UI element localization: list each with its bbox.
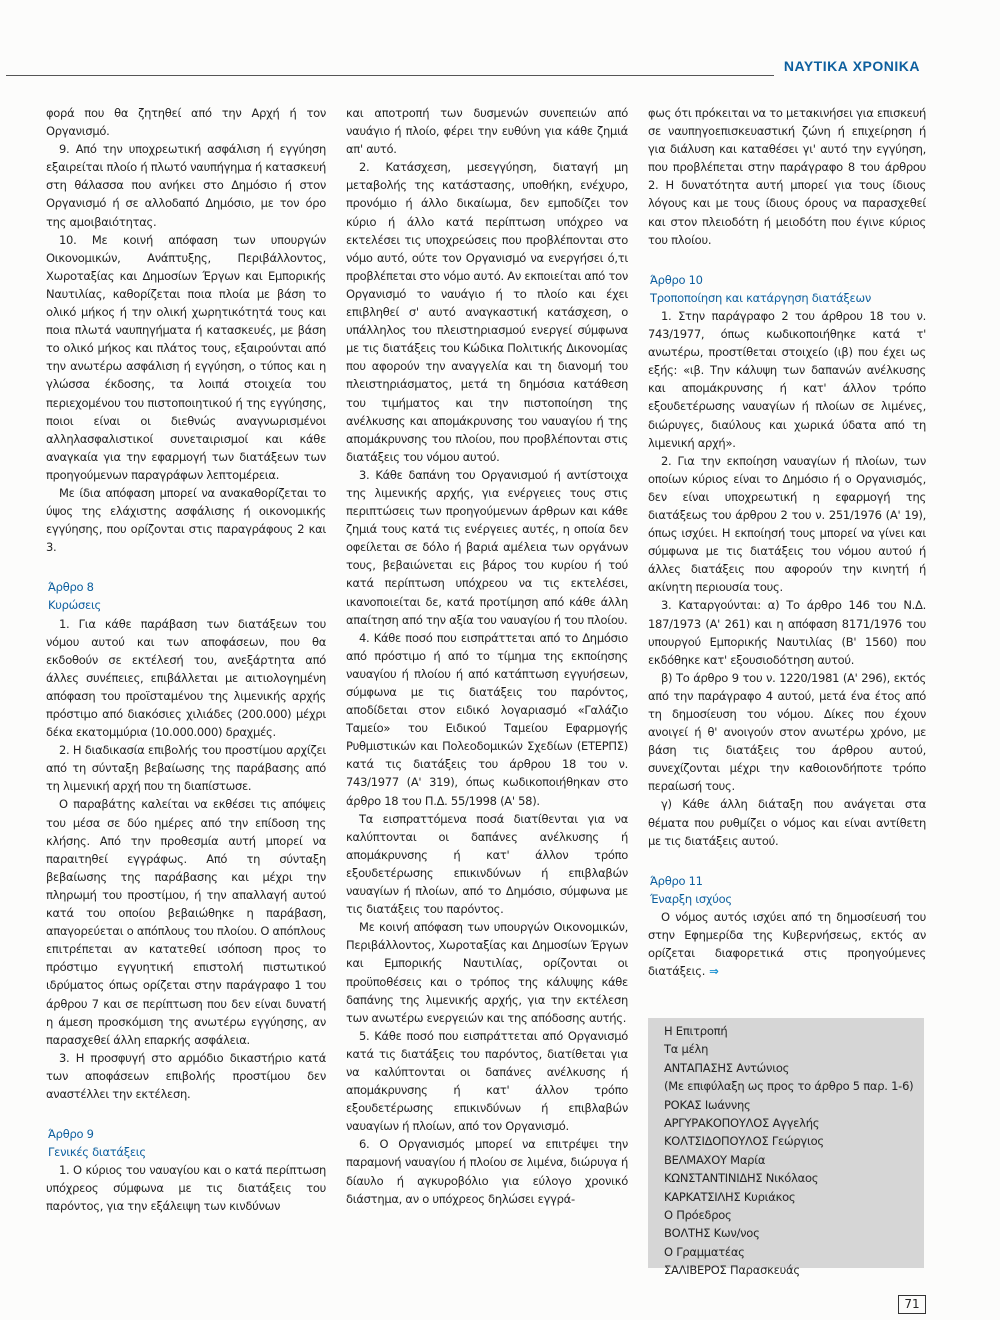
committee-member: ΒΕΛΜΑΧΟΥ Μαρία — [664, 1152, 766, 1167]
end-arrow-icon: ⇒ — [709, 964, 719, 979]
paragraph: 9. Από την υποχρεωτική ασφάλιση ή εγγύηση εξαιρείται πλοίο ή πλωτό ναυπήγημα ή κατασκευή στη θάλασσα που ανήκει στο Δημόσιο ή στον Οργανισμό ή σε αλλοδαπό Δημόσιο, με τον όρο της αμοιβαιότητας. — [46, 142, 326, 229]
article-title: Άρθρο 9 — [48, 1127, 94, 1142]
committee-member: ΚΩΝΣΤΑΝΤΙΝΙΔΗΣ Νικόλαος — [664, 1171, 819, 1186]
committee-member-note: (Με επιφύλαξη ως προς το άρθρο 5 παρ. 1-6) — [664, 1079, 914, 1094]
column-1 — [46, 104, 326, 1216]
committee-member: ΑΝΤΑΠΑΣΗΣ Αντώνιος — [664, 1060, 790, 1075]
committee-member: ΑΡΓΥΡΑΚΟΠΟΥΛΟΣ Αγγελής — [664, 1116, 820, 1131]
paragraph: 2. Η διαδικασία επιβολής του προστίμου αρχίζει από τη σύνταξη βεβαίωσης της παράβασης από τη λιμενική αρχή που τη διαπίστωσε. — [46, 743, 326, 794]
paragraph: 3. Καταργούνται: α) Το άρθρο 146 του Ν.Δ. 187/1973 (Α' 261) και η απόφαση 8171/1976 του υπουργού Εμπορικής Ναυτιλίας (Β' 1560) που εκδόθηκε κατ' εξουσιοδότηση αυτού. — [648, 598, 926, 667]
paragraph-text: Ο νόμος αυτός ισχύει από τη δημοσίευσή του στην Εφημερίδα της Κυβερνήσεως, εκτός αν ορίζεται διαφορετικά στις προηγούμενες διατάξεις. — [648, 909, 926, 979]
paragraph: 1. Ο κύριος του ναυαγίου και ο κατά περίπτωση υπόχρεος σύμφωνα με τις διατάξεις του παρόντος, για την εξάλειψη των κινδύνων — [46, 1163, 326, 1214]
paragraph: φως ότι πρόκειται να το μετακινήσει για επισκευή σε ναυπηγοεπισκευαστική ζώνη ή επιχείρηση ή για διάλυση και καταθέσει γι' αυτό την εγγύηση, που προβλέπεται στην παράγραφο 8 του άρθρου 2. Η δυνατότητα αυτή μπορεί για τους ίδιους λόγους και με τους ίδιους όρους να παρασχεθεί και στον πλειοδότη ή μειοδότη που έγινε κύριος του πλοίου. — [648, 106, 926, 247]
paragraph — [648, 908, 926, 980]
article-title: Άρθρο 8 — [48, 580, 94, 595]
committee-box — [648, 1018, 924, 1278]
article-subtitle: Γενικές διατάξεις — [48, 1145, 146, 1160]
paragraph: 2. Κατάσχεση, μεσεγγύηση, διαταγή μη μεταβολής της κατάστασης, υποθήκη, ενέχυρο, προνόμιο ή άλλο δικαίωμα, δεν εμποδίζει τον κύριο ή άλλο κατά περίπτωση υπόχρεο να εκτελέσει τις υποχρεώσεις που προβλέπονται στο νόμο αυτό, ούτε τον Οργανισμό να ενεργήσει ό,τι προβλέπεται στο νόμο αυτό. Αν εκποιείται από τον Οργανισμό το ναυάγιο ή το πλοίο και έχει επιβληθεί σ' αυτό αναγκαστική κατάσχεση, ο υπάλληλος του πλειστηριασμού ενεργεί σύμφωνα με τις διατάξεις του Κώδικα Πολιτικής Δικονομίας που αφορούν την αναγγελία και τη διανομή του πλειστηριάσματος, μετά τη δημόσια κατάθεση του τιμήματος και την πιστοποίηση της ανέλκυσης και απομάκρυνσης του ναυαγίου ή της απομάκρυνσης του πλοίου, που προβλέπονται στις διατάξεις του νόμου αυτού. — [346, 160, 628, 464]
paragraph: 1. Για κάθε παράβαση των διατάξεων του νόμου αυτού και των αποφάσεων, που θα εκδοθούν σε εκτέλεσή του, ανεξάρτητα από άλλες συνέπειες, επιβάλλεται με αιτιολογημένη απόφαση του προϊσταμένου της λιμενικής αρχής πρόστιμο από διακόσιες χιλιάδες (200.000) μέχρι δέκα εκατομμύρια (10.000.000) δραχμές. — [46, 616, 326, 740]
paragraph: Τα εισπραττόμενα ποσά διατίθενται για να καλύπτονται οι δαπάνες ανέλκυσης ή απομάκρυνσης ή κατ' άλλον τρόπο εξουδετέρωσης επικινδύνων ή επιβλαβών ναυαγίων ή πλοίων, από το Δημόσιο, σύμφωνα με τις διατάξεις του παρόντος. — [346, 811, 628, 917]
paragraph: 4. Κάθε ποσό που εισπράττεται από το Δημόσιο από πρόστιμο ή από το τίμημα της εκποίησης ναυαγίου ή πλοίου ή από κατάπτωση εγγυήσεων, σύμφωνα με τις διατάξεις του παρόντος, αποδίδεται στον ειδικό λογαριασμό «Γαλάζιο Ταμείο» του Ειδικού Ταμείου Εφαρμογής Ρυθμιστικών και Πολεοδομικών Σχεδίων (ΕΤΕΡΠΣ) κατά τις διατάξεις του άρθρου 18 του ν. 743/1977 (Α' 319), όπως κωδικοποιήθηκαν στο άρθρο 18 του Π.Δ. 55/1998 (Α' 58). — [346, 630, 628, 808]
paragraph: β) Το άρθρο 9 του ν. 1220/1981 (Α' 296), εκτός από την παράγραφο 4 αυτού, μετά ένα έτος από τη δημοσίευση του νόμου. Δίκες που έχουν ανοιγεί ή θ' ανοιγούν στον ανωτέρω χρόνο, με βάση τις διατάξεις του άρθρου αυτού, συνεχίζονται μέχρι την καθοιονδήποτε τρόπο περαίωσή τους. — [648, 670, 926, 794]
paragraph: γ) Κάθε άλλη διάταξη που ανάγεται στα θέματα που ρυθμίζει ο νόμος και είναι αντίθετη με τις διατάξεις αυτού. — [648, 797, 926, 848]
column-3 — [648, 104, 926, 980]
members-label: Τα μέλη — [664, 1042, 709, 1057]
paragraph: και αποτροπή των δυσμενών συνεπειών από ναυάγιο ή πλοίο, φέρει την ευθύνη για κάθε ζημιά απ' αυτό. — [346, 106, 628, 157]
article-9-heading — [46, 1125, 326, 1161]
committee-member: ΚΟΛΤΣΙΔΟΠΟΥΛΟΣ Γεώργιος — [664, 1134, 824, 1149]
page-number: 71 — [898, 1295, 926, 1314]
paragraph: φορά που θα ζητηθεί από την Αρχή ή τον Οργανισμό. — [46, 106, 326, 139]
magazine-title: ΝΑΥΤΙΚΑ ΧΡΟΝΙΚΑ — [783, 58, 920, 74]
paragraph: 3. Κάθε δαπάνη του Οργανισμού ή αντίστοιχα της λιμενικής αρχής, για ενέργειες τους στις περιπτώσεις των προηγούμενων άρθρων και κάθε ζημιά τους κατά τις ενέργειες αυτές, η οποία δεν οφείλεται σε δόλο ή βαριά αμέλεια των οργάνων τους, βεβαιώνεται εις βάρος του κυρίου ή τού κατά περίπτωση υπόχρεου να τις εκτελέσει, ικανοποιείται δε, κατά προτίμηση από κάθε άλλη απαίτηση από την αξία του ναυαγίου ή του πλοίου. — [346, 467, 628, 627]
article-subtitle: Κυρώσεις — [48, 598, 102, 613]
paragraph: 5. Κάθε ποσό που εισπράττεται από Οργανισμό κατά τις διατάξεις του παρόντος, διατίθεται για να καλύπτονται οι δαπάνες ανέλκυσης ή απομάκρυνσης ή κατ' άλλον τρόπο εξουδετέρωσης επικινδύνων ή επιβλαβών ναυαγίων ή πλοίων, από τον Οργανισμό. — [346, 1028, 628, 1134]
paragraph: Με ίδια απόφαση μπορεί να ανακαθορίζεται το ύψος της ελάχιστης ασφάλισης ή οικονομικής εγγύησης, που ορίζονται στις παραγράφους 2 και 3. — [46, 485, 326, 555]
paragraph: Ο παραβάτης καλείται να εκθέσει τις απόψεις του μέσα σε δύο ημέρες από την επίδοση της κλήσης. Από την προθεσμία αυτή μπορεί να παραιτηθεί εγγράφως. Από τη σύνταξη βεβαίωσης της παράβασης και μέχρι την πληρωμή του προστίμου, ή την απαλλαγή αυτού κατά του οποίου βεβαιώθηκε η παράβαση, απαγορεύεται ο απόπλους του πλοίου. Ο απόπλους επιτρέπεται αν κατατεθεί ισόποση προς το πρόστιμο εγγυητική επιστολή πιστωτικού ιδρύματος όπως ορίζεται στην παράγραφο 1 του άρθρου 7 και σε περίπτωση που δεν είναι δυνατή η άμεση προσκόμιση της ανωτέρω εγγύησης, αν παρασχεθεί άλλη επαρκής ασφάλεια. — [46, 797, 326, 1047]
article-subtitle: Τροποποίηση και κατάργηση διατάξεων — [650, 290, 871, 305]
paragraph: 1. Στην παράγραφο 2 του άρθρου 18 του ν. 743/1977, όπως κωδικοποιήθηκε κατά τ' ανωτέρω, προστίθεται στοιχείο (ιβ) που έχει ως εξής: «ιβ. Την κάλυψη των δαπανών ανέλκυσης και απομάκρυνσης ή κατ' άλλον τρόπο εξουδετέρωσης ναυαγίων ή πλοίων σε λιμένες, διώρυγες, διαύλους και χωρικά ύδατα από τη λιμενική αρχή». — [648, 308, 926, 450]
president-name: ΒΟΛΤΗΣ Κων/νος — [664, 1226, 760, 1241]
committee-heading: Η Επιτροπή — [664, 1024, 728, 1038]
paragraph: 6. Ο Οργανισμός μπορεί να επιτρέψει την παραμονή ναυαγίου ή πλοίου σε λιμένα, διώρυγα ή δίαυλο ή αγκυροβόλιο για εύλογο χρονικό διάστημα, αν ο υπόχρεος δηλώσει εγγρά- — [346, 1137, 628, 1206]
column-2 — [346, 104, 628, 1208]
article-subtitle: Έναρξη ισχύος — [650, 891, 732, 906]
paragraph: 10. Με κοινή απόφαση των υπουργών Οικονομικών, Ανάπτυξης, Περιβάλλοντος, Χωροταξίας και Δημοσίων Έργων και Εμπορικής Ναυτιλίας, καθορίζεται ποια πλοία με βάση το ολικό μήκος ή την ολική χωρητικότητά τους και ποια πλωτά ναυπηγήματα ή κατασκευές, με βάση το ολικό μήκος και πλάτος τους, εξαιρούνται από την ανωτέρω ασφάλιση ή εγγύηση, ο τύπος και η γλώσσα έκδοσης, τα λοιπά στοιχεία του περιεχομένου του πιστοποιητικού ή της εγγύησης, ποιοι είναι οι διεθνώς αναγνωρισμένοι αλληλασφαλιστικοί συνεταιρισμοί και κάθε αναγκαία για την εφαρμογή των διατάξεων των προηγούμενων παραγράφων λεπτομέρεια. — [46, 232, 326, 482]
president-label: Ο Πρόεδρος — [664, 1208, 732, 1223]
secretary-label: Ο Γραμματέας — [664, 1244, 745, 1259]
paragraph: 2. Για την εκποίηση ναυαγίων ή πλοίων, των οποίων κύριος είναι το Δημόσιο ή ο Οργανισμός, δεν είναι υποχρεωτική η εφαρμογή της διατάξεως του άρθρου 2 του ν. 251/1976 (Α' 19), όπως ισχύει. Η εκποίησή τους μπορεί να γίνει και σύμφωνα με τις διατάξεις του νόμου αυτού ή άλλες διατάξεις που αφορούν την κινητή ή ακίνητη περιουσία τους. — [648, 453, 926, 595]
article-10-heading — [648, 271, 926, 307]
committee-member: ΚΑΡΚΑΤΣΙΛΗΣ Κυριάκος — [664, 1189, 796, 1204]
article-11-heading — [648, 872, 926, 908]
secretary-name: ΣΑΛΙΒΕΡΟΣ Παρασκευάς — [664, 1263, 800, 1278]
committee-member: ΡΟΚΑΣ Ιωάννης — [664, 1097, 751, 1112]
article-title: Άρθρο 10 — [650, 272, 703, 287]
article-8-heading — [46, 578, 326, 614]
header-rule — [6, 75, 774, 76]
paragraph: 3. Η προσφυγή στο αρμόδιο δικαστήριο κατά των αποφάσεων επιβολής προστίμου δεν αναστέλλει την εκτέλεση. — [46, 1050, 326, 1101]
article-title: Άρθρο 11 — [650, 873, 703, 888]
paragraph: Με κοινή απόφαση των υπουργών Οικονομικών, Περιβάλλοντος, Χωροταξίας και Δημοσίων Έργων και Εμπορικής Ναυτιλίας, ορίζονται οι προϋποθέσεις και ο τρόπος της κάλυψης κάθε δαπάνης της λιμενικής αρχής, για την εκτέλεση των ανωτέρω ενεργειών και της απόδοσης αυτής. — [346, 920, 628, 1025]
